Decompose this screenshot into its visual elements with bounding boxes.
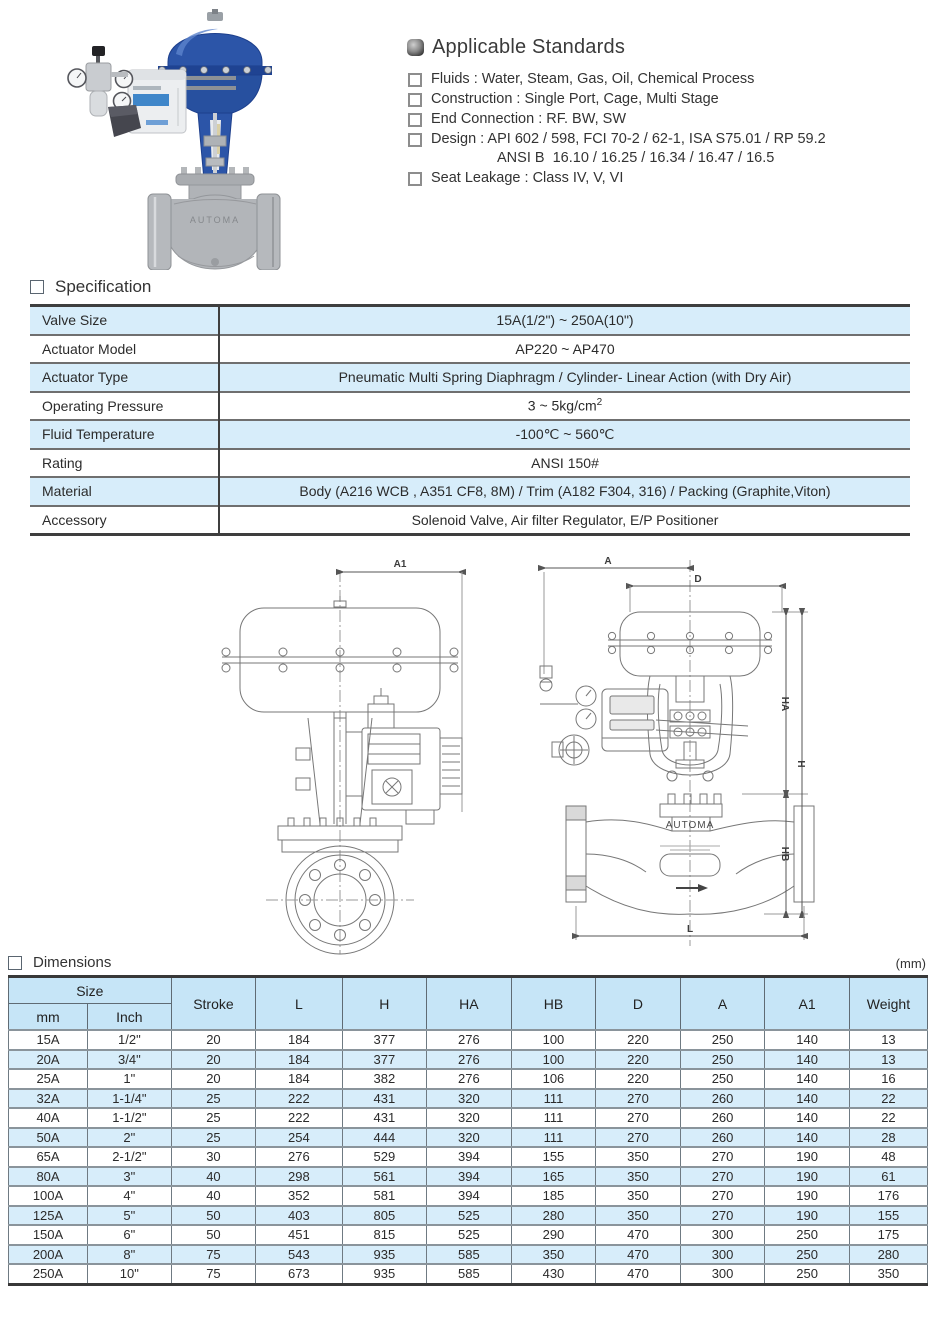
dims-cell: 184 <box>256 1050 342 1070</box>
spec-label: Material <box>30 477 219 506</box>
dims-col-header-mm: mm <box>9 1004 88 1031</box>
dims-cell: 25 <box>171 1089 256 1109</box>
spec-value: Pneumatic Multi Spring Diaphragm / Cylinder- Linear Action (with Dry Air) <box>219 363 910 392</box>
dims-cell: 1-1/2" <box>88 1108 172 1128</box>
dims-cell: 470 <box>596 1264 681 1284</box>
valve-cast-text: AUTOMA <box>189 215 241 225</box>
dims-row <box>9 1128 928 1148</box>
dims-cell: 270 <box>596 1089 681 1109</box>
spec-row <box>30 335 910 364</box>
dims-cell: 22 <box>849 1089 927 1109</box>
spec-row <box>30 420 910 449</box>
spec-row <box>30 477 910 506</box>
dims-cell: 111 <box>511 1089 596 1109</box>
standards-item <box>407 92 933 107</box>
dims-col-header-stroke: Stroke <box>171 977 256 1031</box>
dims-cell: 276 <box>256 1147 342 1167</box>
dims-cell: 200A <box>9 1245 88 1265</box>
dims-cell: 431 <box>342 1089 427 1109</box>
standards-title: Applicable Standards <box>432 36 626 58</box>
dims-cell: 184 <box>256 1069 342 1089</box>
dims-cell: 140 <box>765 1030 850 1050</box>
dims-col-header-d: D <box>596 977 681 1031</box>
dims-cell: 673 <box>256 1264 342 1284</box>
dims-cell: 300 <box>680 1225 765 1245</box>
dims-cell: 403 <box>256 1206 342 1226</box>
dims-row <box>9 1245 928 1265</box>
section-bullet-icon <box>407 39 424 56</box>
dims-cell: 300 <box>680 1245 765 1265</box>
dim-label-l: L <box>686 924 694 935</box>
dimensions-unit: (mm) <box>895 956 926 971</box>
dims-cell: 2" <box>88 1128 172 1148</box>
dims-cell: 382 <box>342 1069 427 1089</box>
dims-row <box>9 1264 928 1284</box>
dims-cell: 10" <box>88 1264 172 1284</box>
standards-item-text: Fluids : Water, Steam, Gas, Oil, Chemical Process <box>431 71 755 87</box>
dims-cell: 320 <box>427 1089 512 1109</box>
standards-item-text: End Connection : RF. BW, SW <box>431 111 627 127</box>
dims-cell: 250 <box>680 1030 765 1050</box>
dims-cell: 15A <box>9 1030 88 1050</box>
dims-cell: 176 <box>849 1186 927 1206</box>
dims-cell: 254 <box>256 1128 342 1148</box>
dims-cell: 222 <box>256 1108 342 1128</box>
dims-cell: 48 <box>849 1147 927 1167</box>
dims-cell: 2-1/2" <box>88 1147 172 1167</box>
dims-cell: 175 <box>849 1225 927 1245</box>
standards-section <box>407 36 933 186</box>
dims-cell: 65A <box>9 1147 88 1167</box>
dims-row <box>9 1050 928 1070</box>
dims-cell: 394 <box>427 1167 512 1187</box>
dims-cell: 260 <box>680 1089 765 1109</box>
spec-row <box>30 506 910 535</box>
dims-cell: 525 <box>427 1225 512 1245</box>
dims-header-row-1 <box>9 977 928 1004</box>
drawing-side-view <box>210 556 482 956</box>
dims-cell: 394 <box>427 1147 512 1167</box>
dims-cell: 350 <box>596 1186 681 1206</box>
checkbox-icon <box>408 113 422 127</box>
dims-cell: 125A <box>9 1206 88 1226</box>
dims-row <box>9 1225 928 1245</box>
spec-value: Solenoid Valve, Air filter Regulator, E/P Positioner <box>219 506 910 535</box>
dims-row <box>9 1167 928 1187</box>
spec-label: Fluid Temperature <box>30 420 219 449</box>
dimensions-section <box>8 954 928 1286</box>
dims-cell: 250 <box>680 1050 765 1070</box>
dims-col-header-size: Size <box>9 977 172 1004</box>
standards-item <box>407 112 933 127</box>
dims-cell: 585 <box>427 1245 512 1265</box>
dims-cell: 16 <box>849 1069 927 1089</box>
dims-cell: 3/4" <box>88 1050 172 1070</box>
spec-value: ANSI 150# <box>219 449 910 478</box>
dims-cell: 1" <box>88 1069 172 1089</box>
spec-row <box>30 306 910 335</box>
dims-cell: 4" <box>88 1186 172 1206</box>
dims-cell: 220 <box>596 1030 681 1050</box>
dims-cell: 25A <box>9 1069 88 1089</box>
standards-item-text: Seat Leakage : Class IV, V, VI <box>431 170 624 186</box>
dims-cell: 470 <box>596 1225 681 1245</box>
dims-cell: 220 <box>596 1069 681 1089</box>
specification-table <box>30 304 910 536</box>
dims-cell: 320 <box>427 1128 512 1148</box>
spec-row <box>30 392 910 421</box>
dims-cell: 20 <box>171 1030 256 1050</box>
dims-cell: 430 <box>511 1264 596 1284</box>
dims-row <box>9 1206 928 1226</box>
dims-cell: 377 <box>342 1050 427 1070</box>
dims-cell: 935 <box>342 1245 427 1265</box>
dims-col-header-a: A <box>680 977 765 1031</box>
dims-cell: 1-1/4" <box>88 1089 172 1109</box>
spec-label: Rating <box>30 449 219 478</box>
dims-cell: 25 <box>171 1108 256 1128</box>
dims-cell: 75 <box>171 1245 256 1265</box>
dims-cell: 20 <box>171 1050 256 1070</box>
dims-cell: 529 <box>342 1147 427 1167</box>
dims-cell: 350 <box>596 1206 681 1226</box>
dims-cell: 250 <box>765 1225 850 1245</box>
checkbox-icon <box>408 172 422 186</box>
dims-cell: 250A <box>9 1264 88 1284</box>
dims-cell: 298 <box>256 1167 342 1187</box>
dims-cell: 1/2" <box>88 1030 172 1050</box>
dims-cell: 270 <box>596 1108 681 1128</box>
dims-cell: 28 <box>849 1128 927 1148</box>
dims-cell: 40 <box>171 1167 256 1187</box>
spec-row <box>30 363 910 392</box>
dims-cell: 30 <box>171 1147 256 1167</box>
dims-cell: 561 <box>342 1167 427 1187</box>
dims-cell: 470 <box>596 1245 681 1265</box>
dims-cell: 20A <box>9 1050 88 1070</box>
dims-table-body <box>9 1030 928 1284</box>
dims-row <box>9 1147 928 1167</box>
dims-cell: 270 <box>680 1206 765 1226</box>
dims-row <box>9 1089 928 1109</box>
dims-col-header-inch: Inch <box>88 1004 172 1031</box>
dims-row <box>9 1186 928 1206</box>
dims-cell: 276 <box>427 1050 512 1070</box>
dims-cell: 100 <box>511 1030 596 1050</box>
standards-item <box>407 72 933 87</box>
dims-cell: 140 <box>765 1108 850 1128</box>
dims-cell: 3" <box>88 1167 172 1187</box>
dims-cell: 250 <box>765 1264 850 1284</box>
dims-cell: 22 <box>849 1108 927 1128</box>
dims-cell: 220 <box>596 1050 681 1070</box>
standards-item <box>407 171 933 186</box>
dims-cell: 270 <box>680 1167 765 1187</box>
dims-cell: 100 <box>511 1050 596 1070</box>
dims-cell: 260 <box>680 1128 765 1148</box>
checkbox-icon <box>408 73 422 87</box>
dims-cell: 155 <box>849 1206 927 1226</box>
dims-cell: 40A <box>9 1108 88 1128</box>
dims-cell: 260 <box>680 1108 765 1128</box>
dims-cell: 13 <box>849 1030 927 1050</box>
dims-cell: 270 <box>596 1128 681 1148</box>
dims-cell: 585 <box>427 1264 512 1284</box>
dims-cell: 190 <box>765 1186 850 1206</box>
dim-label-ha: HA <box>779 696 790 712</box>
dims-cell: 250 <box>765 1245 850 1265</box>
dims-cell: 190 <box>765 1147 850 1167</box>
dims-col-header-l: L <box>256 977 342 1031</box>
spec-value: AP220 ~ AP470 <box>219 335 910 364</box>
dims-col-header-a1: A1 <box>765 977 850 1031</box>
checkbox-icon <box>408 93 422 107</box>
dims-cell: 80A <box>9 1167 88 1187</box>
dims-cell: 140 <box>765 1128 850 1148</box>
dims-cell: 13 <box>849 1050 927 1070</box>
specification-heading-row <box>30 277 910 297</box>
dims-cell: 32A <box>9 1089 88 1109</box>
dims-cell: 431 <box>342 1108 427 1128</box>
dims-col-header-ha: HA <box>427 977 512 1031</box>
spec-row <box>30 449 910 478</box>
dims-cell: 111 <box>511 1108 596 1128</box>
dims-cell: 20 <box>171 1069 256 1089</box>
dims-cell: 5" <box>88 1206 172 1226</box>
dims-cell: 111 <box>511 1128 596 1148</box>
spec-label: Valve Size <box>30 306 219 335</box>
dim-label-hb: HB <box>779 846 790 862</box>
dims-cell: 185 <box>511 1186 596 1206</box>
standards-list <box>407 72 933 186</box>
dims-cell: 350 <box>511 1245 596 1265</box>
dims-cell: 815 <box>342 1225 427 1245</box>
dims-cell: 75 <box>171 1264 256 1284</box>
valve-cast-text: AUTOMA <box>665 820 715 831</box>
standards-item-text: Construction : Single Port, Cage, Multi Stage <box>431 91 719 107</box>
dims-col-header-h: H <box>342 977 427 1031</box>
dims-cell: 270 <box>680 1186 765 1206</box>
specification-section <box>30 277 910 536</box>
dims-cell: 100A <box>9 1186 88 1206</box>
dims-cell: 150A <box>9 1225 88 1245</box>
dims-cell: 140 <box>765 1089 850 1109</box>
dims-cell: 250 <box>680 1069 765 1089</box>
dims-cell: 50 <box>171 1225 256 1245</box>
dims-row <box>9 1069 928 1089</box>
spec-label: Operating Pressure <box>30 392 219 421</box>
dims-cell: 350 <box>596 1147 681 1167</box>
spec-label: Accessory <box>30 506 219 535</box>
dims-cell: 50 <box>171 1206 256 1226</box>
dims-cell: 377 <box>342 1030 427 1050</box>
spec-value: 15A(1/2") ~ 250A(10") <box>219 306 910 335</box>
standards-item <box>407 132 933 147</box>
dims-cell: 444 <box>342 1128 427 1148</box>
dims-cell: 140 <box>765 1069 850 1089</box>
product-photo <box>58 8 370 270</box>
standards-item-text: Design : API 602 / 598, FCI 70-2 / 62-1, ISA S75.01 / RP 59.2 <box>431 131 826 147</box>
valve-body <box>148 167 280 270</box>
dims-cell: 350 <box>849 1264 927 1284</box>
dims-cell: 40 <box>171 1186 256 1206</box>
dims-cell: 525 <box>427 1206 512 1226</box>
dims-cell: 61 <box>849 1167 927 1187</box>
spec-value: 3 ~ $5kg/cm^2$ <box>219 392 910 421</box>
dim-label-a: A <box>604 556 612 567</box>
dims-cell: 155 <box>511 1147 596 1167</box>
dims-cell: 140 <box>765 1050 850 1070</box>
dims-cell: 352 <box>256 1186 342 1206</box>
dims-cell: 290 <box>511 1225 596 1245</box>
dims-row <box>9 1108 928 1128</box>
dimensions-title: Dimensions <box>33 954 112 971</box>
dim-label-a1: A1 <box>393 559 407 570</box>
dims-cell: 50A <box>9 1128 88 1148</box>
dim-label-h: H <box>795 760 806 768</box>
dims-cell: 320 <box>427 1108 512 1128</box>
dims-cell: 190 <box>765 1167 850 1187</box>
dims-cell: 270 <box>680 1147 765 1167</box>
dims-cell: 581 <box>342 1186 427 1206</box>
dims-cell: 8" <box>88 1245 172 1265</box>
spec-table-body <box>30 306 910 535</box>
spec-label: Actuator Type <box>30 363 219 392</box>
dim-label-d: D <box>694 574 702 585</box>
dims-cell: 350 <box>596 1167 681 1187</box>
standards-item-continuation: ANSI B 16.10 / 16.25 / 16.34 / 16.47 / 16.5 <box>497 150 775 166</box>
dims-cell: 184 <box>256 1030 342 1050</box>
dims-cell: 190 <box>765 1206 850 1226</box>
drawing-front-view <box>538 554 873 954</box>
dims-cell: 451 <box>256 1225 342 1245</box>
dims-cell: 222 <box>256 1089 342 1109</box>
checkbox-icon <box>30 280 44 294</box>
spec-value: -100℃ ~ 560℃ <box>219 420 910 449</box>
dims-cell: 280 <box>849 1245 927 1265</box>
specification-title: Specification <box>55 277 152 296</box>
dims-cell: 805 <box>342 1206 427 1226</box>
dims-cell: 935 <box>342 1264 427 1284</box>
dims-col-header-weight: Weight <box>849 977 927 1031</box>
dims-cell: 394 <box>427 1186 512 1206</box>
dimensions-heading-row <box>8 954 111 971</box>
spec-label: Actuator Model <box>30 335 219 364</box>
standards-title-row <box>407 36 933 59</box>
dimensions-table <box>8 975 928 1286</box>
dims-cell: 276 <box>427 1069 512 1089</box>
dims-cell: 6" <box>88 1225 172 1245</box>
dims-cell: 280 <box>511 1206 596 1226</box>
dims-cell: 300 <box>680 1264 765 1284</box>
dims-cell: 543 <box>256 1245 342 1265</box>
checkbox-icon <box>408 133 422 147</box>
spec-value: Body (A216 WCB , A351 CF8, 8M) / Trim (A182 F304, 316) / Packing (Graphite,Viton) <box>219 477 910 506</box>
checkbox-icon <box>8 956 22 970</box>
dims-cell: 106 <box>511 1069 596 1089</box>
dims-cell: 165 <box>511 1167 596 1187</box>
dims-cell: 25 <box>171 1128 256 1148</box>
dims-cell: 276 <box>427 1030 512 1050</box>
dims-row <box>9 1030 928 1050</box>
dims-col-header-hb: HB <box>511 977 596 1031</box>
